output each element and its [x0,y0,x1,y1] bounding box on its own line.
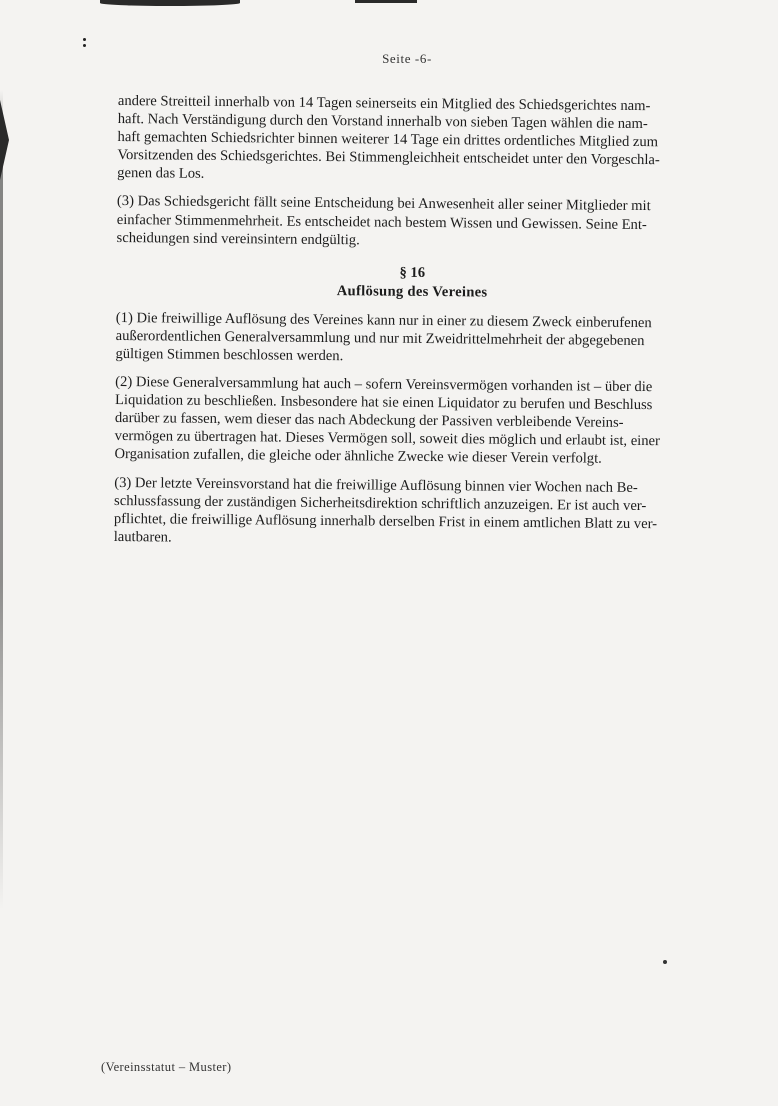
paragraph [114,373,707,469]
text-line: haft gemachten Schiedsrichter binnen weiterer 14 Tage ein drittes ordentliches Mitglied zum [117,129,659,151]
text-line: (3) Der letzte Vereinsvorstand hat die freiwillige Auflösung binnen vier Wochen nach Be- [114,474,638,496]
section-title: Auflösung des Vereines [336,282,488,301]
scan-edge [0,90,3,910]
scan-artifact [100,0,240,6]
text-line: außerordentlichen Generalversammlung und nur mit Zweidrittelmehrheit der abgegebenen [115,327,645,349]
footer-note: (Vereinsstatut – Muster) [101,1060,232,1074]
text-line: Organisation zufallen, die gleiche oder ähnliche Zwecke wie dieser Verein verfolgt. [114,446,602,468]
text-line: haft. Nach Verständigung durch den Vorstand innerhalb von sieben Tagen wählen die nam- [117,111,648,133]
paragraph [115,309,707,369]
text-line: andere Streitteil innerhalb von 14 Tagen seinerseits ein Mitglied des Schiedsgerichtes nam- [117,92,651,115]
text-line: gültigen Stimmen beschlossen werden. [115,345,344,365]
text-line: (2) Diese Generalversammlung hat auch – sofern Vereinsvermögen vorhanden ist – über die [115,374,653,396]
text-line: lautbaren. [113,528,172,546]
scan-speck [663,960,667,964]
document-body [114,92,710,562]
text-line: darüber zu fassen, wem dieser das nach Abdeckung der Passiven verbleibende Vereins- [114,410,624,432]
scan-artifact [355,0,417,3]
text-line: vermögen zu übertragen hat. Dieses Vermögen soll, soweit dies möglich und erlaubt ist, einer [114,428,660,450]
text-line: scheidungen sind vereinsintern endgültig. [116,229,360,248]
text-line: (1) Die freiwillige Auflösung des Vereines kann nur in einer zu diesem Zweck einberufenen [115,309,652,331]
scan-speck [83,38,86,41]
text-line: einfacher Stimmenmehrheit. Es entscheidet nach bestem Wissen und Gewissen. Seine Ent- [116,211,647,233]
section-heading [116,261,708,305]
page-number: Seite -6- [382,51,432,66]
text-line: (3) Das Schiedsgericht fällt seine Entscheidung bei Anwesenheit aller seiner Mitglieder mit [116,193,651,215]
text-line: pflichtet, die freiwillige Auflösung innerhalb derselben Frist in einem amtlichen Blatt zu ver- [113,510,658,532]
paragraph [117,92,710,188]
text-line: genen das Los. [117,165,205,183]
paragraph [117,192,709,252]
text-line: schlussfassung der zuständigen Sicherheitsdirektion schriftlich anzuzeigen. Er ist auch ver- [114,492,647,514]
text-line: Vorsitzenden des Schiedsgerichtes. Bei Stimmengleichheit entscheidet unter den Vorgeschla- [117,147,660,169]
text-line: Liquidation zu beschließen. Insbesondere hat sie einen Liquidator zu berufen und Beschluss [114,392,653,414]
scan-edge [0,100,9,180]
paragraph [114,473,707,551]
section-number: § 16 [399,264,426,281]
